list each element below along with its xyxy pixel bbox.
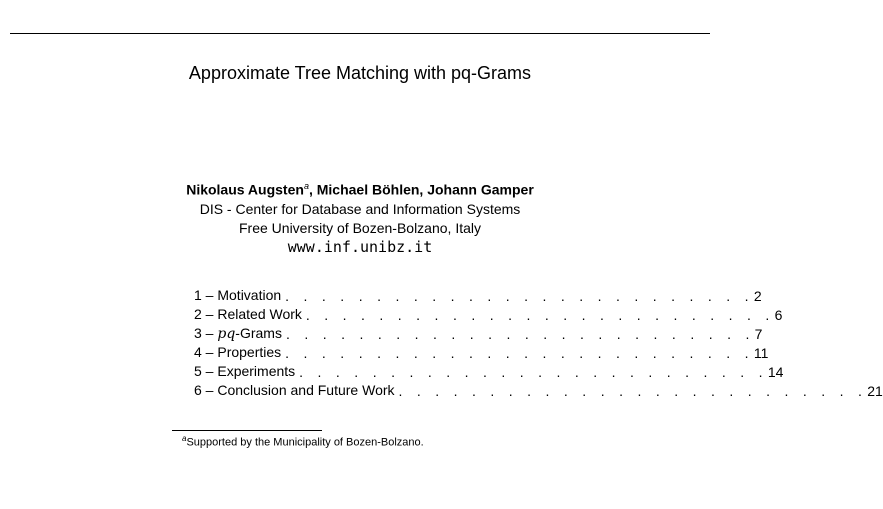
top-rule (10, 33, 710, 34)
author-line (0, 181, 720, 198)
affiliation-url: www.inf.unibz.it (287, 238, 433, 256)
toc-row[interactable] (194, 362, 784, 381)
toc-row[interactable] (194, 305, 783, 324)
toc-page-number: 14 (767, 363, 784, 380)
table-of-contents (194, 286, 883, 400)
toc-leader-dots: . . . . . . . . . . . . . . . . . . . . . . . . . . (305, 306, 775, 323)
toc-row[interactable] (194, 286, 762, 305)
toc-leader-dots: . . . . . . . . . . . . . . . . . . . . . . . . . . (285, 344, 754, 361)
author-first: Nikolaus Augsten (186, 181, 304, 198)
toc-page-number: 21 (867, 382, 883, 399)
footnote-rule (172, 430, 322, 431)
toc-row[interactable] (194, 381, 883, 400)
author-footnote-mark: a (303, 181, 309, 191)
toc-leader-dots: . . . . . . . . . . . . . . . . . . . . . . . . . . (398, 382, 868, 399)
toc-label: 6 – Conclusion and Future Work (194, 382, 395, 398)
toc-label: 3 – pq-Grams (194, 325, 282, 342)
footnote-text: Supported by the Municipality of Bozen-Bolzano. (186, 436, 424, 449)
affiliation-line-1: DIS - Center for Database and Information Systems (199, 201, 521, 217)
toc-label: 5 – Experiments (194, 363, 296, 379)
footnote-mark: a (182, 434, 187, 443)
footnote (182, 434, 424, 449)
pq-math: pq (217, 326, 236, 342)
toc-row[interactable] (194, 324, 763, 343)
toc-page-number: 6 (774, 306, 783, 323)
toc-page-number: 11 (753, 344, 769, 361)
toc-page-number: 2 (753, 287, 762, 304)
toc-label: 4 – Properties (194, 344, 282, 360)
toc-leader-dots: . . . . . . . . . . . . . . . . . . . . . . . . . . (285, 325, 755, 342)
affiliation-line-2: Free University of Bozen-Bolzano, Italy (239, 220, 481, 236)
toc-leader-dots: . . . . . . . . . . . . . . . . . . . . . . . . . . (299, 363, 768, 380)
toc-row[interactable] (194, 343, 769, 362)
author-rest: , Michael Böhlen, Johann Gamper (308, 181, 534, 198)
toc-leader-dots: . . . . . . . . . . . . . . . . . . . . . . . . . . (285, 287, 754, 304)
toc-page-number: 7 (754, 325, 763, 342)
document-title: Approximate Tree Matching with pq-Grams (188, 63, 532, 83)
toc-label: 2 – Related Work (194, 306, 302, 322)
toc-label: 1 – Motivation (194, 287, 282, 303)
